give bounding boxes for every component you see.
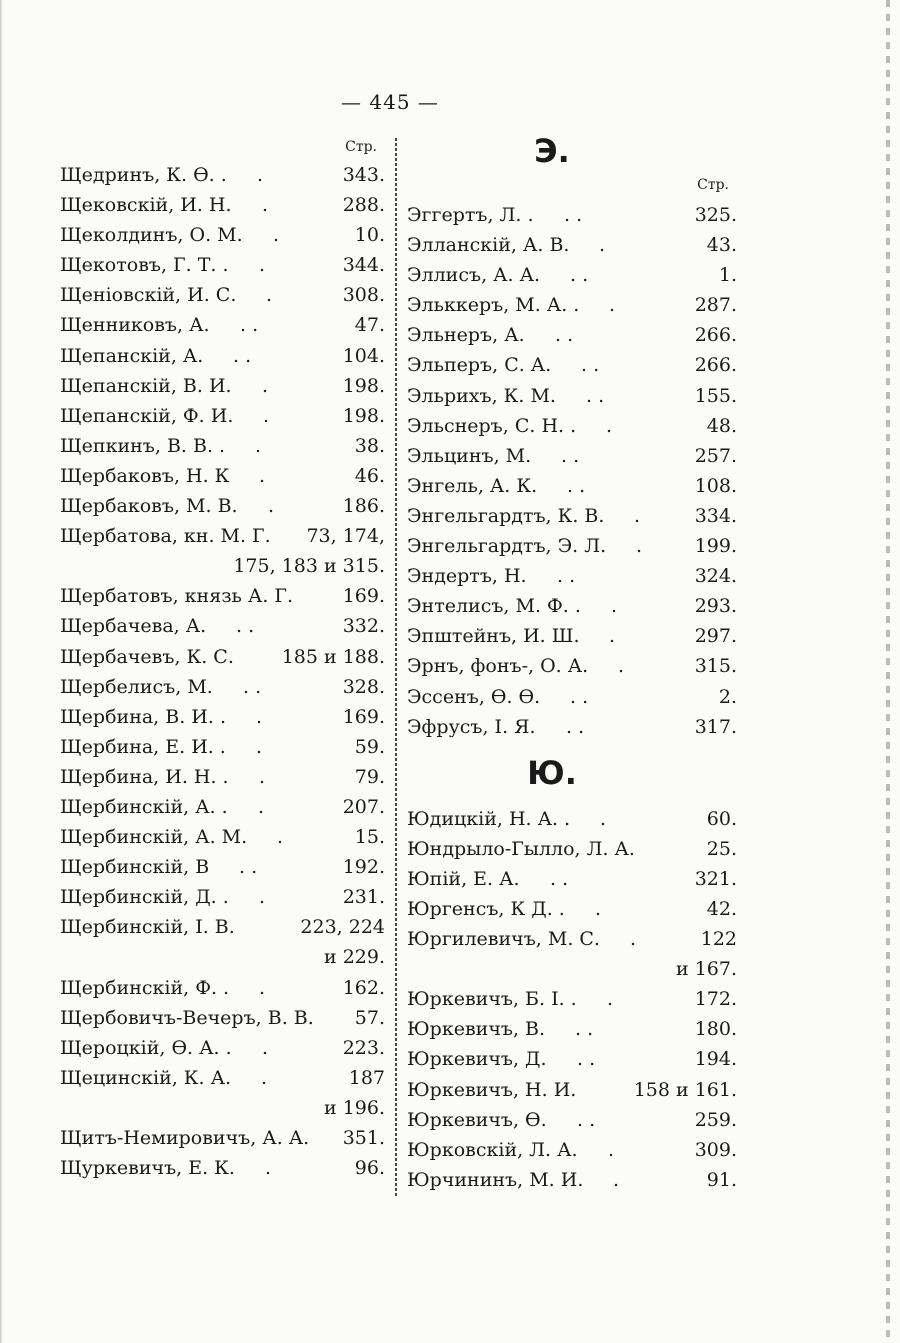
entry-name: Щербатовъ, князь А. Г.: [60, 585, 294, 608]
index-entry: [407, 411, 737, 441]
entry-name: Щербелисъ, М.: [60, 675, 213, 698]
entry-leader-dots: . .: [233, 344, 252, 367]
entry-leader-dots: . .: [550, 867, 569, 890]
entry-page-ref: 334.: [694, 504, 737, 527]
index-entry: [60, 1123, 385, 1153]
entry-page-ref: 198.: [342, 374, 385, 397]
entry-name: Юргилевичъ, М. С.: [407, 928, 600, 951]
entry-leader-dots: . .: [239, 856, 258, 879]
entry-name: Эссенъ, Ѳ. Ѳ.: [407, 685, 541, 708]
entry-page-ref: 1.: [718, 264, 737, 287]
index-entry: [407, 441, 737, 471]
entry-name: Эльрихъ, К. М.: [407, 384, 556, 407]
index-entry: [60, 852, 385, 882]
entry-page-ref: 344.: [342, 254, 385, 277]
index-entry: [60, 792, 385, 822]
entry-name: Щербаковъ, М. В.: [60, 495, 238, 518]
entry-page-ref: 293.: [694, 595, 737, 618]
entry-page-ref: 169.: [342, 585, 385, 608]
entry-name: Юпій, Е. А.: [407, 867, 520, 890]
index-entry: [407, 984, 737, 1014]
entry-name: Эрнъ, фонъ-, О. А.: [407, 655, 589, 678]
index-entry: [60, 1003, 385, 1033]
index-entry: [60, 220, 385, 250]
index-entry: [60, 160, 385, 190]
entry-page-ref: 194.: [694, 1048, 737, 1071]
entry-page-ref: 186.: [342, 495, 385, 518]
entry-leader-dots: . .: [567, 474, 586, 497]
entry-name: Юрчининъ, М. И.: [407, 1168, 584, 1191]
page-column-label: Стр.: [697, 177, 729, 193]
entry-page-ref: 309.: [694, 1138, 737, 1161]
entry-leader-dots: .: [618, 655, 625, 678]
entry-name: Щербинскій, А. М.: [60, 826, 248, 849]
entry-leader-dots: .: [262, 1036, 269, 1059]
index-entry: [60, 371, 385, 401]
entry-page-ref: 343.: [342, 164, 385, 186]
entry-page-ref: 266.: [694, 354, 737, 377]
index-entry: [407, 924, 737, 954]
entry-leader-dots: .: [256, 705, 263, 728]
entry-name: Эпштейнъ, И. Ш.: [407, 625, 580, 648]
entry-leader-dots: .: [609, 625, 616, 648]
index-entry: [407, 1105, 737, 1135]
entry-page-ref: 59.: [354, 735, 385, 758]
entry-name: Юдицкій, Н. А. .: [407, 807, 571, 830]
entry-leader-dots: . .: [557, 565, 576, 588]
entry-page-ref: 42.: [706, 897, 737, 920]
index-entry: [60, 551, 385, 581]
entry-page-ref: 324.: [694, 565, 737, 588]
entry-page-ref: 223, 224: [300, 916, 385, 939]
entry-page-ref: 287.: [694, 294, 737, 317]
entry-name: Щероцкій, Ѳ. А. .: [60, 1036, 232, 1059]
index-entry: [407, 712, 737, 742]
entry-name: Юркевичъ, В.: [407, 1018, 546, 1041]
index-entry: [60, 822, 385, 852]
entry-page-ref: 79.: [354, 765, 385, 788]
entry-name: Элланскій, А. В.: [407, 234, 570, 257]
entry-leader-dots: .: [259, 254, 266, 277]
right-column: [407, 130, 737, 1195]
index-entry: [407, 1044, 737, 1074]
entry-leader-dots: .: [630, 928, 637, 951]
entry-leader-dots: . .: [566, 715, 585, 738]
entry-page-ref: 257.: [694, 444, 737, 467]
index-entry: [60, 521, 385, 551]
entry-leader-dots: . .: [240, 314, 259, 337]
entry-page-ref: 351.: [342, 1127, 385, 1149]
entry-leader-dots: .: [613, 1168, 620, 1191]
section-letter-e: Э.: [534, 132, 570, 170]
entry-page-ref: 332.: [342, 615, 385, 638]
entry-name: Щитъ-Немировичъ, А. А.: [60, 1127, 310, 1149]
index-entry: [60, 280, 385, 310]
entry-name: Юркевичъ, Д.: [407, 1048, 547, 1071]
entry-name: Щепкинъ, В. В. .: [60, 434, 226, 457]
entry-name: Энгельгардтъ, Э. Л.: [407, 535, 607, 558]
entry-page-ref: и 196.: [323, 1096, 385, 1119]
entry-page-ref: 96.: [354, 1157, 385, 1180]
entry-name: Юргенсъ, К Д. .: [407, 897, 565, 920]
entry-leader-dots: .: [608, 1138, 615, 1161]
entry-page-ref: 155.: [694, 384, 737, 407]
page-edge-shadow: [0, 0, 3, 1343]
entry-name: Юркевичъ, Б. І. .: [407, 988, 577, 1011]
entry-name: Эльккеръ, М. А. .: [407, 294, 580, 317]
index-entry: [60, 732, 385, 762]
entry-page-ref: 38.: [354, 434, 385, 457]
entry-leader-dots: .: [257, 164, 264, 186]
entry-leader-dots: .: [607, 988, 614, 1011]
entry-leader-dots: . .: [236, 615, 255, 638]
entry-name: Щербинскій, Ф. .: [60, 976, 230, 999]
index-entry: [407, 682, 737, 712]
entry-leader-dots: .: [636, 535, 643, 558]
entry-name: Щербинскій, А. .: [60, 795, 228, 818]
index-entry: [407, 651, 737, 681]
entry-page-ref: и 229.: [323, 946, 385, 969]
index-entry: [407, 290, 737, 320]
index-entry: [60, 672, 385, 702]
index-entry: [60, 250, 385, 280]
entry-leader-dots: . .: [555, 324, 574, 347]
entry-name: Щербатова, кн. М. Г.: [60, 525, 271, 548]
entry-page-ref: 158 и 161.: [633, 1078, 737, 1101]
entry-leader-dots: .: [262, 194, 269, 217]
left-entry-list: [60, 160, 385, 1183]
entry-name: Щербинскій, В: [60, 856, 210, 879]
entry-page-ref: 315.: [694, 655, 737, 678]
entry-leader-dots: .: [606, 414, 613, 437]
entry-leader-dots: . .: [561, 444, 580, 467]
entry-page-ref: 223.: [342, 1036, 385, 1059]
entry-leader-dots: .: [609, 294, 616, 317]
entry-page-ref: 73, 174,: [306, 525, 385, 548]
entry-name: Щеніовскій, И. С.: [60, 284, 237, 307]
index-entry: [407, 621, 737, 651]
entry-page-ref: 187: [348, 1066, 385, 1089]
entry-name: Юркевичъ, Н. И.: [407, 1078, 577, 1101]
entry-page-ref: 175, 183 и 315.: [233, 555, 385, 578]
page-edge-marks: [886, 0, 890, 1343]
entry-page-ref: 91.: [706, 1168, 737, 1191]
entry-name: Энтелисъ, М. Ф. .: [407, 595, 581, 618]
entry-name: Энгель, А. К.: [407, 474, 538, 497]
entry-page-ref: 47.: [354, 314, 385, 337]
index-entry: [60, 581, 385, 611]
entry-page-ref: 162.: [342, 976, 385, 999]
index-entry: [407, 350, 737, 380]
entry-leader-dots: . .: [564, 204, 583, 226]
entry-name: Щербина, И. Н. .: [60, 765, 229, 788]
entry-page-ref: 180.: [694, 1018, 737, 1041]
entry-page-ref: 46.: [354, 464, 385, 487]
entry-page-ref: 192.: [342, 856, 385, 879]
index-entry: [60, 341, 385, 371]
entry-leader-dots: . .: [577, 1048, 596, 1071]
section-e-entry-list: [407, 200, 737, 742]
entry-name: Щербинскій, Д. .: [60, 886, 229, 909]
index-entry: [60, 702, 385, 732]
entry-leader-dots: . .: [570, 264, 589, 287]
index-entry: [60, 882, 385, 912]
entry-page-ref: и 167.: [675, 958, 737, 981]
entry-page-ref: 266.: [694, 324, 737, 347]
entry-page-ref: 104.: [342, 344, 385, 367]
left-column: [60, 130, 385, 1183]
entry-page-ref: 321.: [694, 867, 737, 890]
entry-leader-dots: . .: [577, 1108, 596, 1131]
entry-page-ref: 43.: [706, 234, 737, 257]
index-entry: [60, 461, 385, 491]
index-entry: [407, 531, 737, 561]
entry-page-ref: 317.: [694, 715, 737, 738]
entry-page-ref: 259.: [694, 1108, 737, 1131]
entry-leader-dots: .: [259, 886, 266, 909]
entry-page-ref: 231.: [342, 886, 385, 909]
entry-leader-dots: . .: [586, 384, 605, 407]
entry-leader-dots: . .: [581, 354, 600, 377]
entry-name: Щепанскій, В. И.: [60, 374, 232, 397]
index-entry: [407, 1014, 737, 1044]
entry-name: Эльперъ, С. А.: [407, 354, 552, 377]
entry-name: Эфрусъ, І. Я.: [407, 715, 536, 738]
entry-leader-dots: .: [258, 795, 265, 818]
entry-name: Щуркевичъ, Е. К.: [60, 1157, 235, 1180]
entry-name: Щербачевъ, К. С.: [60, 645, 234, 668]
entry-leader-dots: .: [634, 504, 641, 527]
entry-page-ref: 308.: [342, 284, 385, 307]
index-entry: [60, 762, 385, 792]
entry-leader-dots: . .: [570, 685, 589, 708]
entry-name: Эггертъ, Л. .: [407, 204, 534, 226]
index-entry: [407, 230, 737, 260]
entry-page-ref: 2.: [718, 685, 737, 708]
entry-leader-dots: .: [259, 976, 266, 999]
index-entry: [60, 310, 385, 340]
entry-leader-dots: .: [259, 765, 266, 788]
index-entry: [407, 260, 737, 290]
entry-leader-dots: .: [599, 234, 606, 257]
entry-name: Щекотовъ, Г. Т. .: [60, 254, 229, 277]
entry-leader-dots: .: [266, 284, 273, 307]
index-entry: [60, 1033, 385, 1063]
entry-name: Щедринъ, К. Ѳ. .: [60, 164, 227, 186]
entry-name: Эльнеръ, А.: [407, 324, 525, 347]
page-number: — 445 —: [341, 90, 439, 114]
entry-page-ref: 15.: [354, 826, 385, 849]
entry-name: Щепанскій, Ф. И.: [60, 404, 234, 427]
entry-name: Энгельгардтъ, К. В.: [407, 504, 605, 527]
index-entry: [407, 834, 737, 864]
entry-leader-dots: .: [262, 374, 269, 397]
index-entry: [60, 642, 385, 672]
entry-name: Юрковскій, Л. А.: [407, 1138, 578, 1161]
entry-leader-dots: .: [255, 434, 262, 457]
entry-page-ref: 199.: [694, 535, 737, 558]
entry-leader-dots: .: [263, 404, 270, 427]
entry-name: Эндертъ, Н.: [407, 565, 527, 588]
index-entry: [407, 864, 737, 894]
index-entry: [407, 1075, 737, 1105]
entry-leader-dots: .: [256, 735, 263, 758]
index-entry: [60, 1153, 385, 1183]
entry-leader-dots: .: [611, 595, 618, 618]
entry-name: Щековскій, И. Н.: [60, 194, 232, 217]
index-entry: [60, 401, 385, 431]
entry-name: Щенниковъ, А.: [60, 314, 210, 337]
entry-name: Щербачева, А.: [60, 615, 207, 638]
index-entry: [60, 1063, 385, 1093]
index-entry: [407, 561, 737, 591]
entry-leader-dots: .: [259, 464, 266, 487]
page-column-label: Стр.: [345, 139, 377, 155]
index-entry: [407, 1165, 737, 1195]
index-entry: [407, 894, 737, 924]
entry-name: Щербина, В. И. .: [60, 705, 226, 728]
entry-page-ref: 297.: [694, 625, 737, 648]
column-divider: [393, 138, 399, 1198]
index-entry: [407, 954, 737, 984]
index-entry: [407, 381, 737, 411]
index-entry: [60, 912, 385, 942]
entry-leader-dots: .: [268, 495, 275, 518]
entry-name: Щеколдинъ, О. М.: [60, 224, 243, 247]
entry-page-ref: 325.: [694, 204, 737, 226]
entry-leader-dots: .: [265, 1157, 272, 1180]
entry-name: Щепанскій, А.: [60, 344, 204, 367]
entry-page-ref: 25.: [706, 837, 737, 860]
entry-name: Юркевичъ, Ѳ.: [407, 1108, 547, 1131]
index-entry: [407, 591, 737, 621]
index-entry: [407, 471, 737, 501]
entry-leader-dots: .: [273, 224, 280, 247]
entry-page-ref: 60.: [706, 807, 737, 830]
entry-leader-dots: .: [595, 897, 602, 920]
entry-leader-dots: .: [600, 807, 607, 830]
entry-name: Щербовичъ-Вечеръ, В. В.: [60, 1006, 314, 1029]
index-entry: [407, 320, 737, 350]
entry-name: Юндрыло-Гылло, Л. А.: [407, 837, 635, 860]
entry-page-ref: 328.: [342, 675, 385, 698]
index-entry: [60, 611, 385, 641]
entry-page-ref: 198.: [342, 404, 385, 427]
entry-page-ref: 207.: [342, 795, 385, 818]
entry-leader-dots: .: [261, 1066, 268, 1089]
index-entry: [60, 942, 385, 972]
entry-page-ref: 288.: [342, 194, 385, 217]
entry-page-ref: 48.: [706, 414, 737, 437]
entry-name: Щербинскій, І. В.: [60, 916, 235, 939]
index-entry: [407, 804, 737, 834]
entry-leader-dots: . .: [243, 675, 262, 698]
index-entry: [60, 1093, 385, 1123]
index-entry: [60, 973, 385, 1003]
entry-page-ref: 169.: [342, 705, 385, 728]
entry-page-ref: 185 и 188.: [281, 645, 385, 668]
entry-name: Эльцинъ, М.: [407, 444, 532, 467]
index-entry: [407, 200, 737, 230]
index-entry: [60, 190, 385, 220]
index-entry: [60, 431, 385, 461]
section-letter-yu: Ю.: [527, 753, 577, 792]
entry-name: Щербаковъ, Н. К: [60, 464, 230, 487]
entry-name: Щецинскій, К. А.: [60, 1066, 232, 1089]
entry-page-ref: 10.: [354, 224, 385, 247]
entry-name: Эльснеръ, С. Н. .: [407, 414, 577, 437]
index-entry: [60, 491, 385, 521]
entry-name: Щербина, Е. И. .: [60, 735, 226, 758]
entry-page-ref: 57.: [354, 1006, 385, 1029]
entry-name: Эллисъ, А. А.: [407, 264, 541, 287]
entry-page-ref: 122: [700, 928, 737, 951]
entry-leader-dots: . .: [575, 1018, 594, 1041]
index-entry: [407, 1135, 737, 1165]
section-yu-entry-list: [407, 804, 737, 1195]
entry-leader-dots: .: [277, 826, 284, 849]
entry-page-ref: 172.: [694, 988, 737, 1011]
index-entry: [407, 501, 737, 531]
entry-page-ref: 108.: [694, 474, 737, 497]
